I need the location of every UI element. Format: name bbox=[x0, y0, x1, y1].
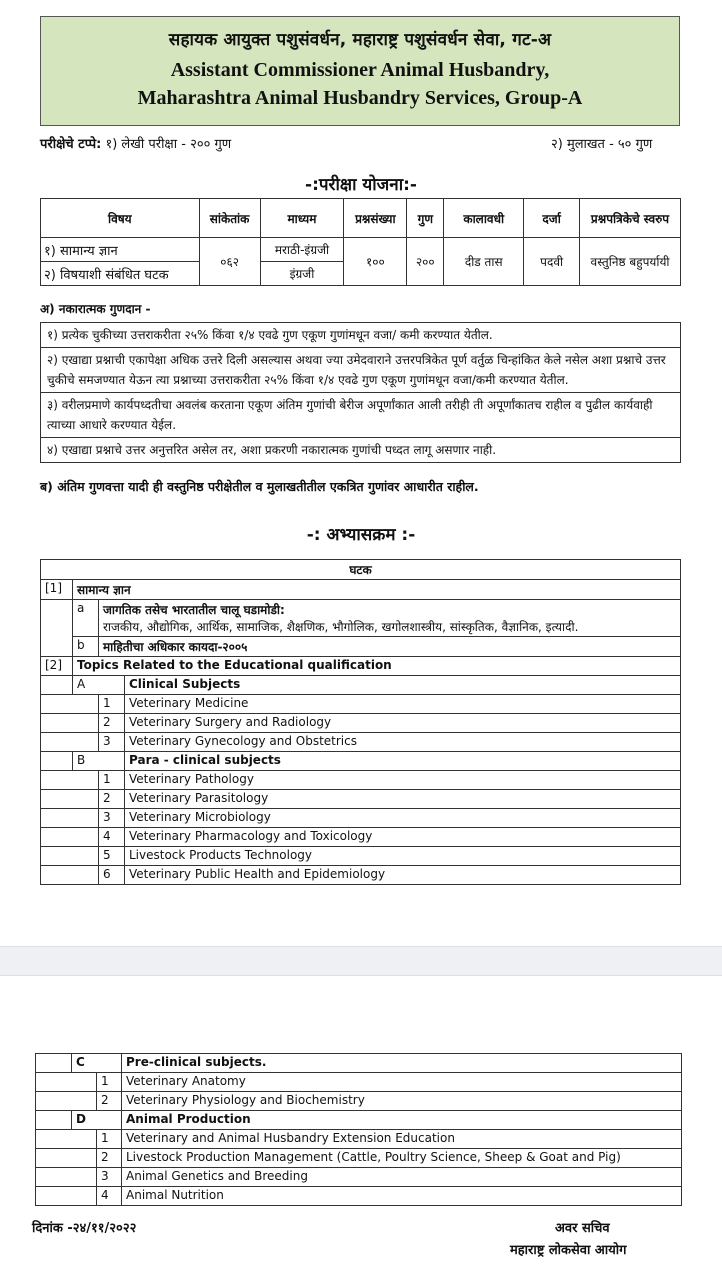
subject-genetics-breeding: Animal Genetics and Breeding bbox=[122, 1168, 682, 1187]
indent-cell bbox=[36, 1130, 97, 1149]
list-item bbox=[36, 1149, 682, 1168]
subject-physiology-biochemistry: Veterinary Physiology and Biochemistry bbox=[122, 1092, 682, 1111]
negative-rule-1: १) प्रत्येक चुकीच्या उत्तराकरीता २५% किंवा १/४ एवढे गुण एकूण गुणांमधून वजा/ कमी करण्यात येतील. bbox=[41, 323, 680, 348]
list-item bbox=[41, 790, 681, 809]
subject-pharmacology-toxicology: Veterinary Pharmacology and Toxicology bbox=[125, 828, 681, 847]
list-item bbox=[41, 714, 681, 733]
list-item bbox=[41, 828, 681, 847]
item-number: 2 bbox=[97, 1149, 122, 1168]
subject-veterinary-medicine: Veterinary Medicine bbox=[125, 695, 681, 714]
indent-cell bbox=[41, 752, 73, 771]
questions-cell: १०० bbox=[344, 238, 407, 286]
section-1a-letter: a bbox=[73, 600, 99, 637]
indent-cell bbox=[36, 1092, 97, 1111]
list-item bbox=[36, 1187, 682, 1206]
indent-cell bbox=[41, 771, 99, 790]
indent-cell bbox=[36, 1111, 72, 1130]
level-cell: पदवी bbox=[524, 238, 580, 286]
rti-act-title: माहितीचा अधिकार कायदा-२००५ bbox=[99, 637, 681, 657]
section-2-number: [2] bbox=[41, 657, 73, 676]
interview-stage: २) मुलाखत - ५० गुण bbox=[551, 137, 653, 152]
indent-cell bbox=[41, 733, 99, 752]
group-b-title: Para - clinical subjects bbox=[125, 752, 681, 771]
item-number: 3 bbox=[99, 809, 125, 828]
current-affairs-detail: राजकीय, औद्योगिक, आर्थिक, सामाजिक, शैक्षणिक, भौगोलिक, खगोलशास्त्रीय, सांस्कृतिक, वैज्ञानिक, इत्यादी. bbox=[103, 620, 579, 634]
list-item bbox=[36, 1092, 682, 1111]
indent-cell bbox=[41, 676, 73, 695]
item-number: 3 bbox=[99, 733, 125, 752]
group-b-row bbox=[41, 752, 681, 771]
group-d-letter: D bbox=[72, 1111, 122, 1130]
subject-gynecology-obstetrics: Veterinary Gynecology and Obstetrics bbox=[125, 733, 681, 752]
subject-livestock-products: Livestock Products Technology bbox=[125, 847, 681, 866]
group-d-row bbox=[36, 1111, 682, 1130]
syllabus-heading: -: अभ्यासक्रम :- bbox=[306, 525, 416, 545]
item-number: 4 bbox=[97, 1187, 122, 1206]
item-number: 1 bbox=[97, 1073, 122, 1092]
format-cell: वस्तुनिष्ठ बहुपर्यायी bbox=[580, 238, 681, 286]
scheme-header-row bbox=[41, 199, 681, 238]
subject-anatomy: Veterinary Anatomy bbox=[122, 1073, 682, 1092]
final-merit-note: ब) अंतिम गुणवत्ता यादी ही वस्तुनिष्ठ परीक्षेतील व मुलाखतीतील एकत्रित गुणांवर आधारीत राहील. bbox=[40, 479, 479, 494]
negative-rule-2: २) एखाद्या प्रश्नाची एकापेक्षा अधिक उत्तरे दिली असल्यास अथवा ज्या उमेदवाराने उत्तरपत्रिकेत पूर्ण वर्तुळ चिन्हांकित केले नसेल अशा प्रश्नाचे उत्तर चुकीचे समजण्यात येऊन त्या प्रश्नाच्या उत्तराकरीता २५% किंवा १/४ एवढे गुण एकूण गुणांमधून वजा/कमी करण्यात येतील. bbox=[41, 348, 680, 393]
syllabus-header-row bbox=[41, 560, 681, 580]
section-1a-row bbox=[41, 600, 681, 637]
marks-cell: २०० bbox=[407, 238, 444, 286]
negative-rule-3: ३) वरीलप्रमाणे कार्यपध्दतीचा अवलंब करताना एकूण अंतिम गुणांची बेरीज अपूर्णांकात आली तरीही ती अपूर्णांकातच राहील व पुढील कार्यवाही त्याच्या आधारे करण्यात येईल. bbox=[41, 393, 680, 438]
indent-cell bbox=[41, 809, 99, 828]
subject-surgery-radiology: Veterinary Surgery and Radiology bbox=[125, 714, 681, 733]
group-c-letter: C bbox=[72, 1054, 122, 1073]
indent-cell bbox=[41, 600, 73, 657]
item-number: 6 bbox=[99, 866, 125, 885]
item-number: 2 bbox=[99, 790, 125, 809]
english-title-line1: Assistant Commissioner Animal Husbandry, bbox=[170, 59, 550, 81]
medium-marathi-english: मराठी-इंग्रजी bbox=[260, 238, 344, 262]
item-number: 3 bbox=[97, 1168, 122, 1187]
title-banner bbox=[40, 16, 680, 126]
group-a-title: Clinical Subjects bbox=[125, 676, 681, 695]
indent-cell bbox=[36, 1187, 97, 1206]
indent-cell bbox=[41, 828, 99, 847]
item-number: 1 bbox=[99, 771, 125, 790]
subject-animal-nutrition: Animal Nutrition bbox=[122, 1187, 682, 1206]
list-item bbox=[41, 866, 681, 885]
item-number: 4 bbox=[99, 828, 125, 847]
subject-microbiology: Veterinary Microbiology bbox=[125, 809, 681, 828]
list-item bbox=[41, 771, 681, 790]
scheme-heading: -:परीक्षा योजना:- bbox=[305, 175, 417, 195]
medium-english: इंग्रजी bbox=[260, 262, 344, 286]
subject-general-knowledge: १) सामान्य ज्ञान bbox=[41, 238, 200, 262]
indent-cell bbox=[36, 1149, 97, 1168]
item-number: 2 bbox=[99, 714, 125, 733]
page-break bbox=[0, 946, 722, 976]
section-2-title: Topics Related to the Educational qualification bbox=[73, 657, 681, 676]
list-item bbox=[36, 1130, 682, 1149]
indent-cell bbox=[36, 1168, 97, 1187]
subject-pathology: Veterinary Pathology bbox=[125, 771, 681, 790]
indent-cell bbox=[41, 714, 99, 733]
subject-extension-education: Veterinary and Animal Husbandry Extension Education bbox=[122, 1130, 682, 1149]
negative-marking-label: अ) नकारात्मक गुणदान - bbox=[40, 302, 151, 316]
item-number: 2 bbox=[97, 1092, 122, 1111]
col-subject: विषय bbox=[41, 199, 200, 238]
indent-cell bbox=[41, 790, 99, 809]
ghatak-header: घटक bbox=[41, 560, 681, 580]
exam-stages-label: परीक्षेचे टप्पे: bbox=[40, 137, 102, 152]
exam-stages-left bbox=[40, 134, 231, 152]
section-1-row bbox=[41, 580, 681, 600]
indent-cell bbox=[41, 866, 99, 885]
section-1-title: सामान्य ज्ञान bbox=[73, 580, 681, 600]
section-1a-cell bbox=[99, 600, 681, 637]
group-b-letter: B bbox=[73, 752, 125, 771]
marathi-title: सहायक आयुक्त पशुसंवर्धन, महाराष्ट्र पशुसंवर्धन सेवा, गट-अ bbox=[168, 30, 552, 50]
section-1-number: [1] bbox=[41, 580, 73, 600]
col-format: प्रश्नपत्रिकेचे स्वरुप bbox=[580, 199, 681, 238]
indent-cell bbox=[41, 695, 99, 714]
list-item bbox=[41, 733, 681, 752]
item-number: 1 bbox=[97, 1130, 122, 1149]
group-a-letter: A bbox=[73, 676, 125, 695]
signatory-organization: महाराष्ट्र लोकसेवा आयोग bbox=[510, 1243, 627, 1258]
syllabus-table bbox=[40, 559, 681, 885]
indent-cell bbox=[36, 1073, 97, 1092]
document-date: दिनांक -२४/११/२०२२ bbox=[32, 1221, 137, 1236]
item-number: 1 bbox=[99, 695, 125, 714]
exam-scheme-table bbox=[40, 198, 681, 286]
signatory-title: अवर सचिव bbox=[555, 1221, 610, 1236]
list-item bbox=[36, 1168, 682, 1187]
code-cell: ०६२ bbox=[199, 238, 260, 286]
section-2-row bbox=[41, 657, 681, 676]
section-1b-letter: b bbox=[73, 637, 99, 657]
group-c-row bbox=[36, 1054, 682, 1073]
indent-cell bbox=[41, 847, 99, 866]
col-level: दर्जा bbox=[524, 199, 580, 238]
subject-related-topics: २) विषयाशी संबंधित घटक bbox=[41, 262, 200, 286]
list-item bbox=[41, 847, 681, 866]
written-exam: १) लेखी परीक्षा - २०० गुण bbox=[105, 137, 232, 152]
section-1b-row bbox=[41, 637, 681, 657]
current-affairs-title: जागतिक तसेच भारतातील चालू घडामोडी: bbox=[103, 603, 285, 617]
syllabus-table-continued bbox=[35, 1053, 682, 1206]
scheme-row-1 bbox=[41, 238, 681, 262]
group-d-title: Animal Production bbox=[122, 1111, 682, 1130]
list-item bbox=[41, 809, 681, 828]
subject-parasitology: Veterinary Parasitology bbox=[125, 790, 681, 809]
negative-rule-4: ४) एखाद्या प्रश्नाचे उत्तर अनुत्तरित असेल तर, अशा प्रकरणी नकारात्मक गुणांची पध्दत लागू असणार नाही. bbox=[47, 443, 497, 457]
item-number: 5 bbox=[99, 847, 125, 866]
negative-marking-box bbox=[40, 322, 681, 463]
list-item bbox=[41, 695, 681, 714]
group-c-title: Pre-clinical subjects. bbox=[122, 1054, 682, 1073]
subject-livestock-production-management: Livestock Production Management (Cattle, Poultry Science, Sheep & Goat and Pig) bbox=[122, 1149, 682, 1168]
col-questions: प्रश्नसंख्या bbox=[344, 199, 407, 238]
col-marks: गुण bbox=[407, 199, 444, 238]
col-code: सांकेतांक bbox=[199, 199, 260, 238]
duration-cell: दीड तास bbox=[444, 238, 524, 286]
indent-cell bbox=[36, 1054, 72, 1073]
col-duration: कालावधी bbox=[444, 199, 524, 238]
group-a-row bbox=[41, 676, 681, 695]
english-title-line2: Maharashtra Animal Husbandry Services, Group-A bbox=[137, 87, 583, 109]
subject-public-health: Veterinary Public Health and Epidemiology bbox=[125, 866, 681, 885]
col-medium: माध्यम bbox=[260, 199, 344, 238]
list-item bbox=[36, 1073, 682, 1092]
